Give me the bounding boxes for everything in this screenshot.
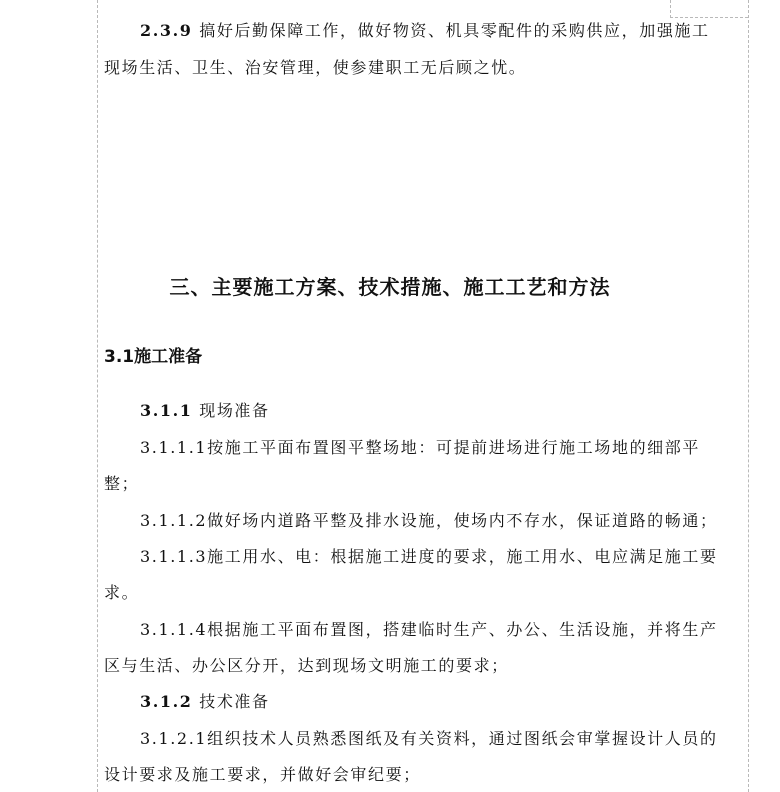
paragraph-2-3-9-line2: 现场生活、卫生、治安管理，使参建职工无后顾之忧。 xyxy=(104,58,527,77)
subsection-number: 3.1.2 xyxy=(140,692,193,711)
subsection-title: 技术准备 xyxy=(199,692,270,711)
chapter-heading: 三、主要施工方案、技术措施、施工工艺和方法 xyxy=(169,275,611,299)
subsection-number: 3.1.1 xyxy=(140,401,193,420)
item-3-1-1-1-line1: 3.1.1.1按施工平面布置图平整场地：可提前进场进行施工场地的细部平 xyxy=(140,438,700,457)
subsection-3-1-1 xyxy=(140,400,270,422)
item-3-1-1-4-line2: 区与生活、办公区分开，达到现场文明施工的要求； xyxy=(104,656,509,675)
top-left-corner-guide xyxy=(97,0,98,18)
paragraph-2-3-9-line1 xyxy=(140,20,710,42)
subsection-3-1-2 xyxy=(140,691,270,713)
item-3-1-2-1-line2: 设计要求及施工要求，并做好会审纪要； xyxy=(104,765,421,784)
top-corner-guide-h xyxy=(670,17,748,18)
item-3-1-1-1-line2: 整； xyxy=(104,474,140,493)
subsection-title: 现场准备 xyxy=(199,401,270,420)
item-3-1-1-4-line1: 3.1.1.4根据施工平面布置图，搭建临时生产、办公、生活设施，并将生产 xyxy=(140,620,718,639)
item-3-1-2-1-line1: 3.1.2.1组织技术人员熟悉图纸及有关资料，通过图纸会审掌握设计人员的 xyxy=(140,729,718,748)
clause-number: 2.3.9 xyxy=(140,21,193,40)
item-3-1-1-3-line1: 3.1.1.3施工用水、电：根据施工进度的要求，施工用水、电应满足施工要 xyxy=(140,547,718,566)
item-3-1-1-3-line2: 求。 xyxy=(104,583,140,602)
item-3-1-1-2-line1: 3.1.1.2做好场内道路平整及排水设施，使场内不存水，保证道路的畅通； xyxy=(140,511,718,530)
paragraph-text: 搞好后勤保障工作，做好物资、机具零配件的采购供应，加强施工 xyxy=(199,21,710,40)
section-heading-3-1: 3.1施工准备 xyxy=(104,347,203,367)
left-margin-guide xyxy=(97,0,98,792)
top-corner-guide xyxy=(670,0,671,18)
right-margin-guide xyxy=(748,0,749,792)
